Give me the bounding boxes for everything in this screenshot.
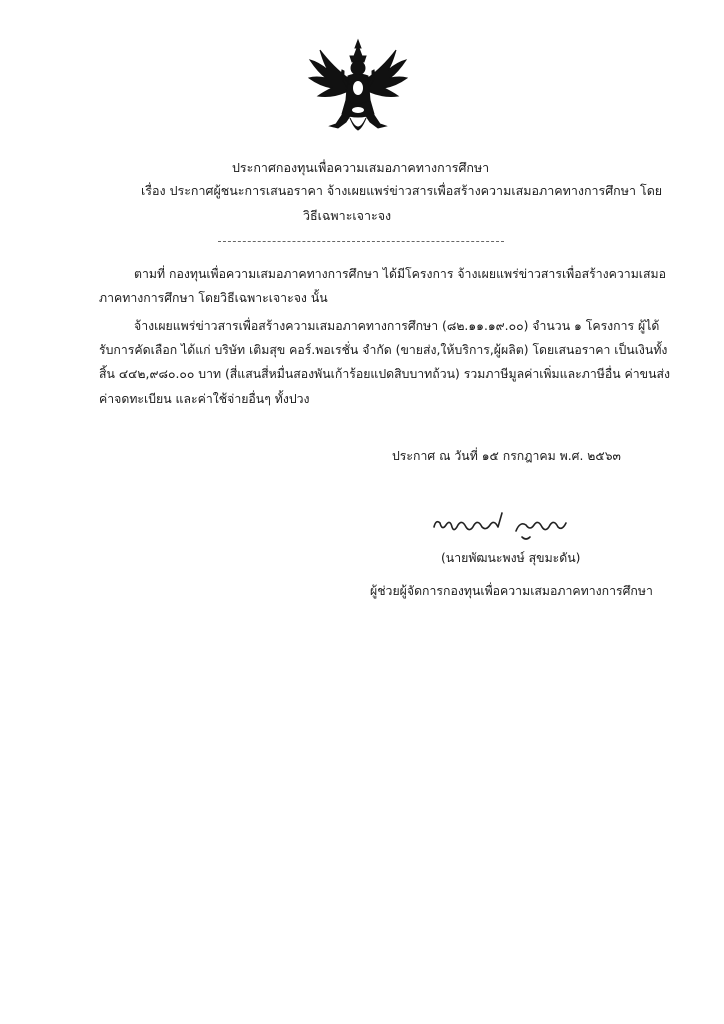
subject-line-2: วิธีเฉพาะเจาะจง [303,208,392,223]
paragraph-1-line-2: ภาคทางการศึกษา โดยวิธีเฉพาะเจาะจง นั้น [99,291,328,305]
signer-title: ผู้ช่วยผู้จัดการกองทุนเพื่อความเสมอภาคทางการศึกษา [370,584,653,598]
subject-line-1: เรื่อง ประกาศผู้ชนะการเสนอราคา จ้างเผยแพร่ข่าวสารเพื่อสร้างความเสมอภาคทางการศึกษา โดย [141,183,663,198]
paragraph-2-line-3: สิ้น ๔๔๒,๙๘๐.๐๐ บาท (สี่แสนสี่หมื่นสองพันเก้าร้อยแปดสิบบาทถ้วน) รวมภาษีมูลค่าเพิ่มและภาษีอื่น ค่าขนส่ง [99,367,670,381]
dashed-divider [218,241,504,242]
paragraph-2-line-1: จ้างเผยแพร่ข่าวสารเพื่อสร้างความเสมอภาคทางการศึกษา (๘๒.๑๑.๑๙.๐๐) จำนวน ๑ โครงการ ผู้ได้ [134,319,660,333]
handwritten-signature [430,507,570,543]
announce-date: ประกาศ ณ วันที่ ๑๕ กรกฎาคม พ.ศ. ๒๕๖๓ [392,449,621,463]
paragraph-1-line-1: ตามที่ กองทุนเพื่อความเสมอภาคทางการศึกษา ได้มีโครงการ จ้างเผยแพร่ข่าวสารเพื่อสร้างความเสมอ [134,267,667,281]
signer-name: (นายพัฒนะพงษ์ สุขมะดัน) [441,551,581,565]
garuda-emblem-icon [306,38,410,138]
paragraph-2-line-4: ค่าจดทะเบียน และค่าใช้จ่ายอื่นๆ ทั้งปวง [99,392,310,406]
paragraph-2-line-2: รับการคัดเลือก ได้แก่ บริษัท เติมสุข คอร์.พอเรชั่น จำกัด (ขายส่ง,ให้บริการ,ผู้ผลิต) โดยเสนอราคา เป็นเงินทั้ง [99,343,668,357]
document-heading: ประกาศกองทุนเพื่อความเสมอภาคทางการศึกษา [232,160,490,175]
